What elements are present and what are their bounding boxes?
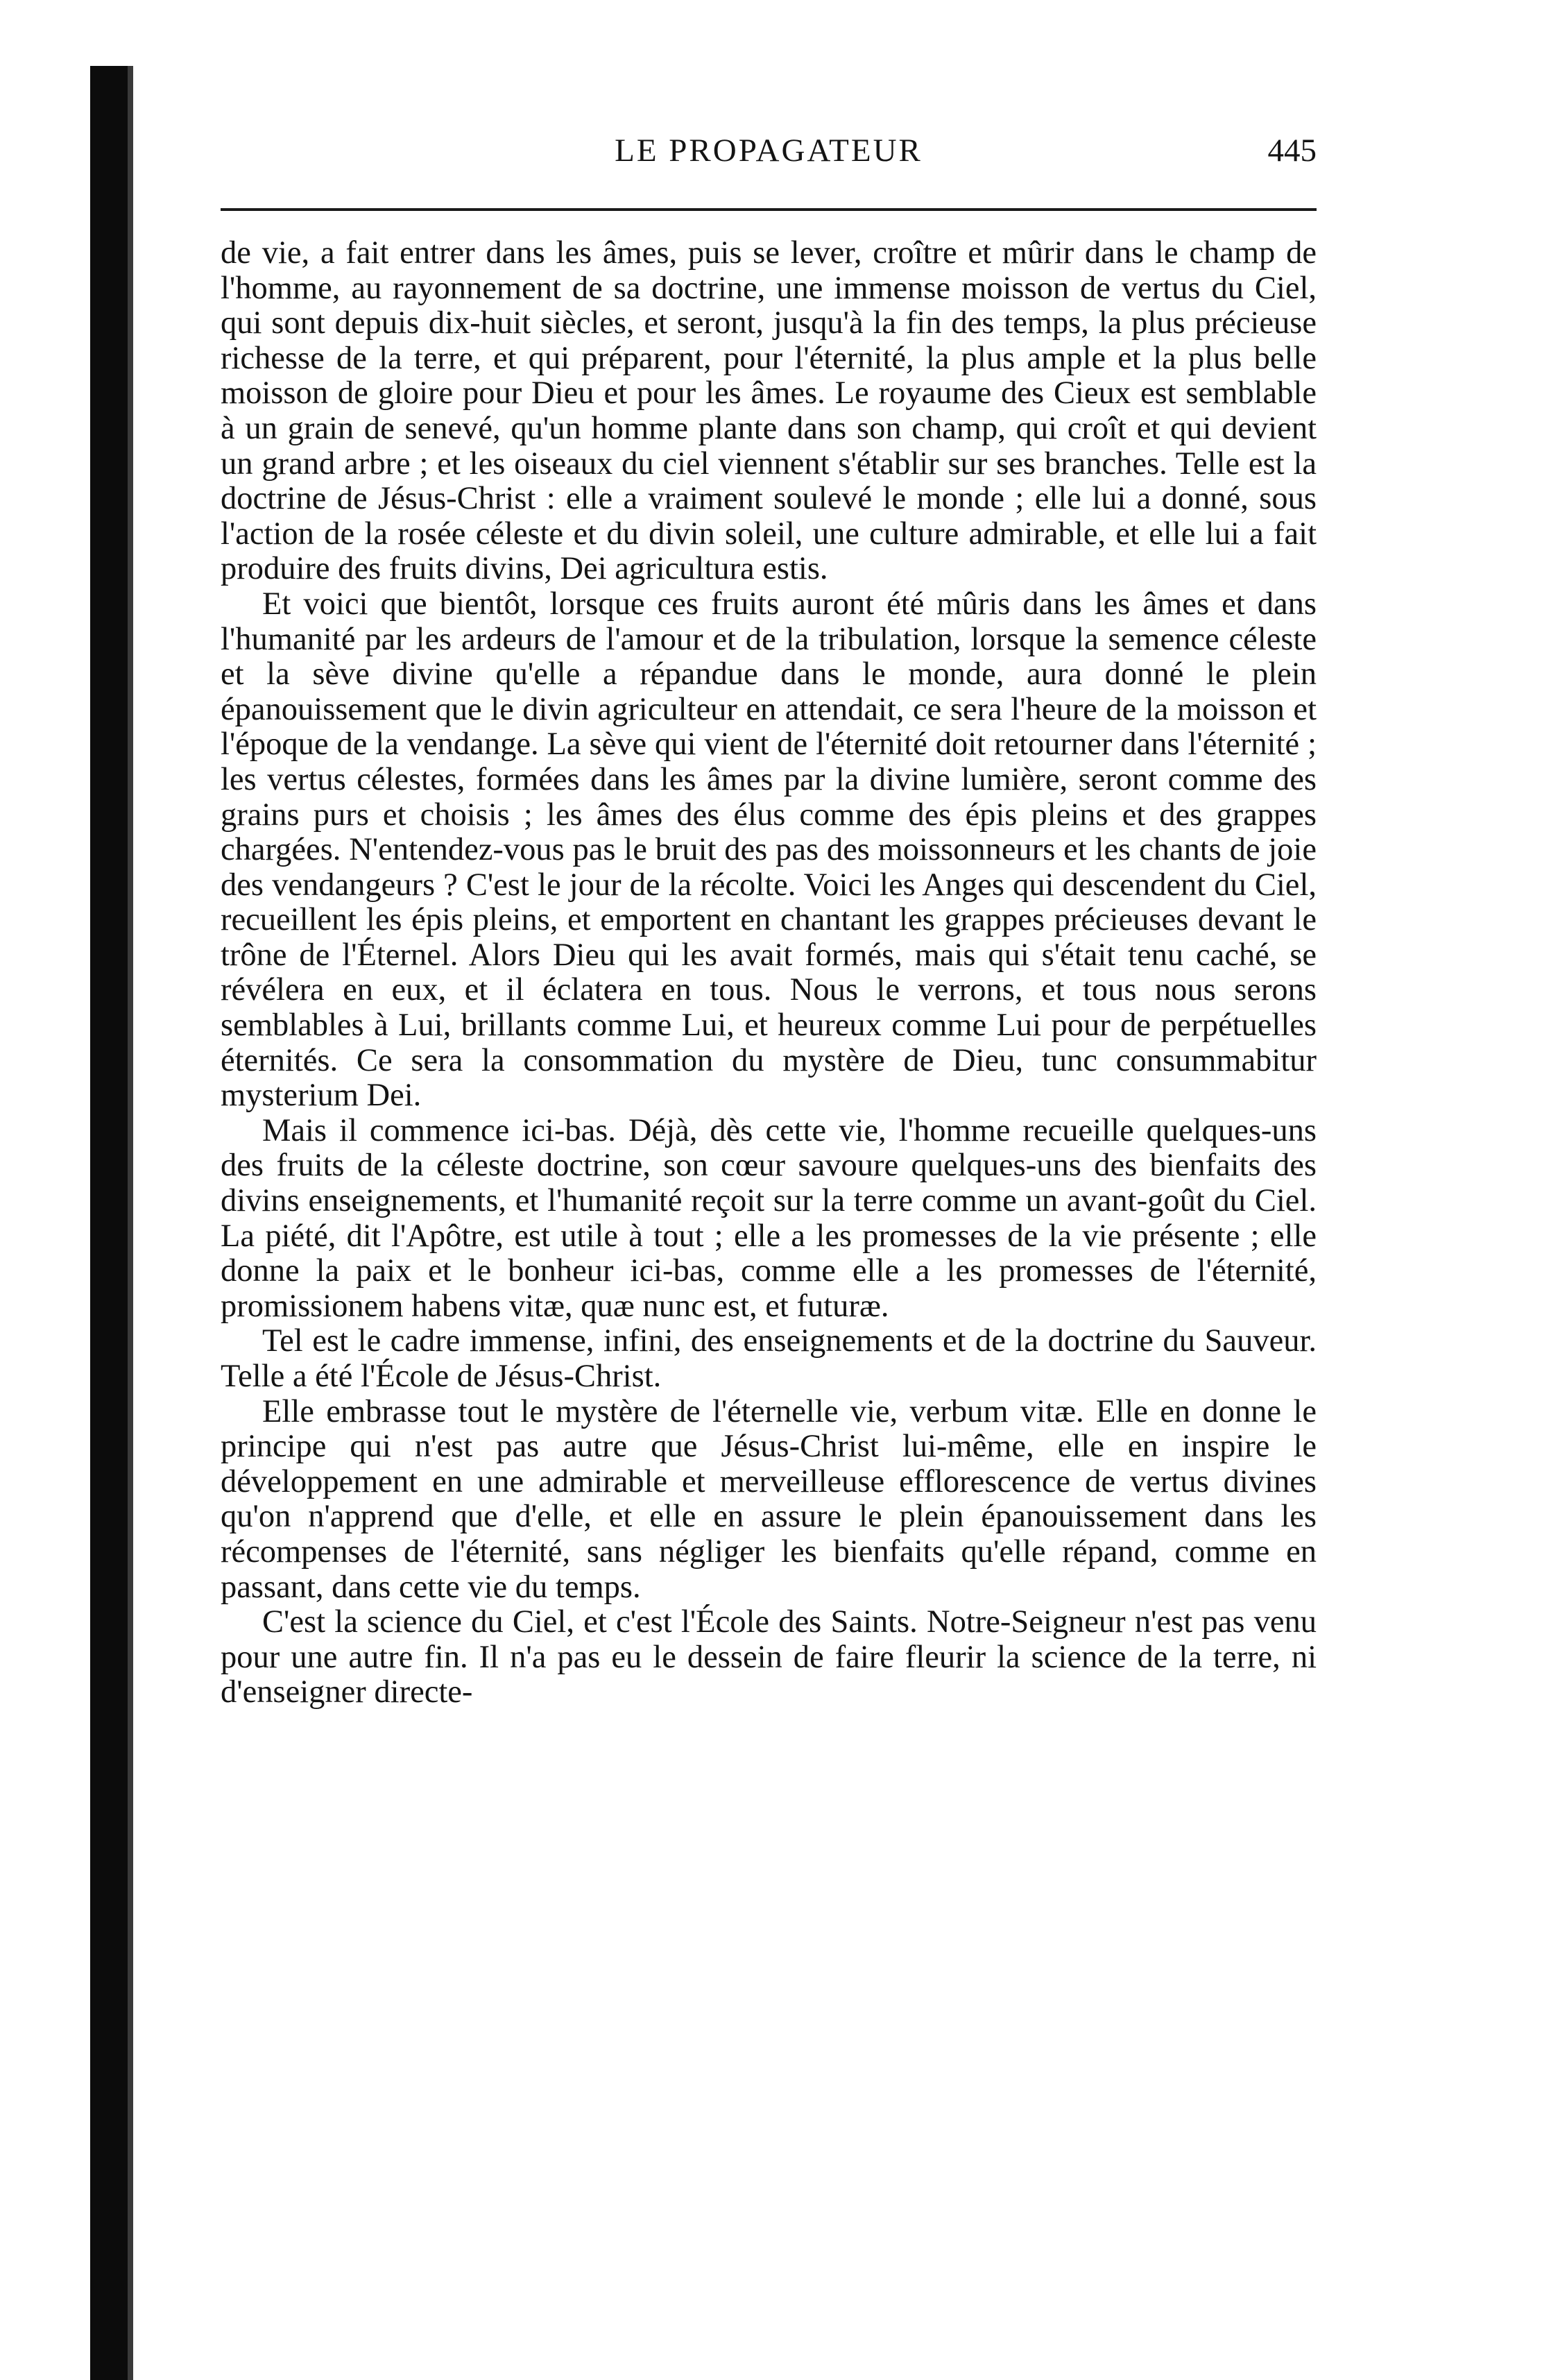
paragraph: Tel est le cadre immense, infini, des enseignements et de la doctrine du Sauveur. Telle a été l'École de Jésus-Christ. bbox=[221, 1323, 1317, 1394]
paragraph: Mais il commence ici-bas. Déjà, dès cette vie, l'homme recueille quelques-uns des fruits de la céleste doctrine, son cœur savoure quelques-uns des bienfaits des divins enseignements, et l'humanité reçoit sur la terre comme un avant-goût du Ciel. La piété, dit l'Apôtre, est utile à tout ; elle a les promesses de la vie présente ; elle donne la paix et le bonheur ici-bas, comme elle a les promesses de l'éternité, promissionem habens vitæ, quæ nunc est, et futuræ. bbox=[221, 1112, 1317, 1324]
page-number: 445 bbox=[1267, 133, 1317, 169]
header-rule bbox=[221, 208, 1317, 211]
page-header bbox=[221, 132, 1317, 187]
page-binding-edge bbox=[90, 66, 133, 2380]
paragraph: Et voici que bientôt, lorsque ces fruits auront été mûris dans les âmes et dans l'humanité par les ardeurs de l'amour et de la tribulation, lorsque la semence céleste et la sève divine qu'elle a répandue dans le monde, aura donné le plein épanouissement que le divin agriculteur en attendait, ce sera l'heure de la moisson et l'époque de la vendange. La sève qui vient de l'éternité doit retourner dans l'éternité ; les vertus célestes, formées dans les âmes par la divine lumière, seront comme des grains purs et choisis ; les âmes des élus comme des épis pleins et des grappes chargées. N'entendez-vous pas le bruit des pas des moissonneurs et les chants de joie des vendangeurs ? C'est le jour de la récolte. Voici les Anges qui descendent du Ciel, recueillent les épis pleins, et emportent en chantant les grappes précieuses devant le trône de l'Éternel. Alors Dieu qui les avait formés, mais qui s'était tenu caché, se révélera en eux, et il éclatera en tous. Nous le verrons, et tous nous serons semblables à Lui, brillants comme Lui, et heureux comme Lui pour de perpétuelles éternités. Ce sera la consommation du mystère de Dieu, tunc consummabitur mysterium Dei. bbox=[221, 586, 1317, 1114]
paragraph: de vie, a fait entrer dans les âmes, puis se lever, croître et mûrir dans le champ de l'homme, au rayonnement de sa doctrine, une immense moisson de vertus du Ciel, qui sont depuis dix-huit siècles, et seront, jusqu'à la fin des temps, la plus précieuse richesse de la terre, et qui préparent, pour l'éternité, la plus ample et la plus belle moisson de gloire pour Dieu et pour les âmes. Le royaume des Cieux est semblable à un grain de senevé, qu'un homme plante dans son champ, qui croît et qui devient un grand arbre ; et les oiseaux du ciel viennent s'établir sur ses branches. Telle est la doctrine de Jésus-Christ : elle a vraiment soulevé le monde ; elle lui a donné, sous l'action de la rosée céleste et du divin soleil, une culture admirable, et elle lui a fait produire des fruits divins, Dei agricultura estis. bbox=[221, 235, 1317, 587]
body-text bbox=[221, 236, 1317, 1710]
running-title: LE PROPAGATEUR bbox=[615, 133, 923, 169]
paragraph: Elle embrasse tout le mystère de l'éternelle vie, verbum vitæ. Elle en donne le principe qui n'est pas autre que Jésus-Christ lui-même, elle en inspire le développement en une admirable et merveilleuse efflorescence de vertus divines qu'on n'apprend que d'elle, et elle en assure le plein épanouissement dans les récompenses de l'éternité, sans négliger les bienfaits qu'elle répand, comme en passant, dans cette vie du temps. bbox=[221, 1393, 1317, 1605]
paragraph: C'est la science du Ciel, et c'est l'École des Saints. Notre-Seigneur n'est pas venu pour une autre fin. Il n'a pas eu le dessein de faire fleurir la science de la terre, ni d'enseigner directe- bbox=[221, 1604, 1317, 1710]
